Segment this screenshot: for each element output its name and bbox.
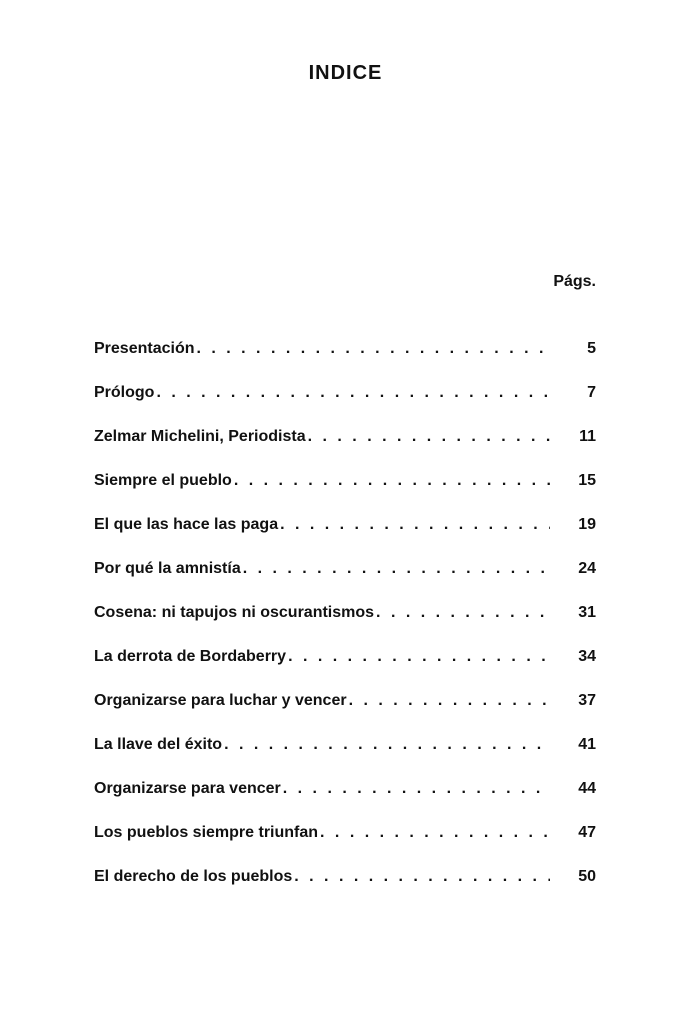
dot-leader [288, 646, 550, 668]
toc-entry-title: Siempre el pueblo [94, 472, 232, 489]
dot-leader [243, 558, 550, 580]
toc-entry-title: Organizarse para luchar y vencer [94, 692, 347, 709]
toc-entry-title: Organizarse para vencer [94, 780, 281, 797]
dot-leader [280, 514, 550, 536]
toc-entry-title: Zelmar Michelini, Periodista [94, 428, 306, 445]
toc-entry-title: Los pueblos siempre triunfan [94, 824, 319, 841]
toc-entry-title: Por qué la amnistía [94, 560, 241, 577]
dot-leader [224, 734, 550, 756]
toc-entry-page: 34 [578, 648, 596, 665]
toc-entry-la-derrota [94, 646, 596, 690]
toc-entry-por-que-la-amnistia [94, 558, 596, 602]
toc-entry-page: 24 [578, 560, 596, 577]
toc-entry-page: 31 [578, 604, 596, 621]
toc-entry-page: 44 [578, 780, 596, 797]
toc-entry-page: 41 [578, 736, 596, 753]
dot-leader [308, 426, 550, 448]
toc-entry-page: 11 [579, 428, 596, 445]
dot-leader [349, 690, 550, 712]
pages-column-header: Págs. [553, 273, 596, 290]
toc-entry-title: Prólogo [94, 384, 155, 401]
toc-entry-page: 15 [578, 472, 596, 489]
dot-leader [283, 778, 550, 800]
toc-entry-prologo [94, 382, 596, 426]
toc-entry-organizarse-luchar [94, 690, 596, 734]
dot-leader [320, 822, 550, 844]
toc-entry-cosena [94, 602, 596, 646]
table-of-contents [94, 338, 596, 910]
toc-entry-page: 19 [578, 516, 596, 533]
toc-entry-el-que-las-hace [94, 514, 596, 558]
toc-entry-page: 5 [587, 340, 596, 357]
toc-entry-title: Cosena: ni tapujos ni oscurantismos [94, 604, 375, 621]
dot-leader [156, 382, 550, 404]
toc-entry-la-llave [94, 734, 596, 778]
toc-entry-zelmar-michelini [94, 426, 596, 470]
toc-entry-title: El derecho de los pueblos [94, 868, 293, 885]
toc-entry-title: La derrota de Bordaberry [94, 648, 287, 665]
toc-entry-page: 47 [578, 824, 596, 841]
toc-entry-presentacion [94, 338, 596, 382]
toc-entry-title: La llave del éxito [94, 736, 223, 753]
dot-leader [234, 470, 550, 492]
toc-entry-siempre-el-pueblo [94, 470, 596, 514]
toc-entry-page: 7 [587, 384, 596, 401]
dot-leader [376, 602, 550, 624]
dot-leader [196, 338, 550, 360]
toc-entry-el-derecho [94, 866, 596, 910]
dot-leader [294, 866, 550, 888]
toc-entry-page: 37 [578, 692, 596, 709]
page-title: INDICE [308, 62, 383, 84]
toc-entry-title: Presentación [94, 340, 195, 357]
toc-entry-page: 50 [578, 868, 596, 885]
toc-entry-los-pueblos [94, 822, 596, 866]
toc-entry-title: El que las hace las paga [94, 516, 279, 533]
toc-entry-organizarse-vencer [94, 778, 596, 822]
